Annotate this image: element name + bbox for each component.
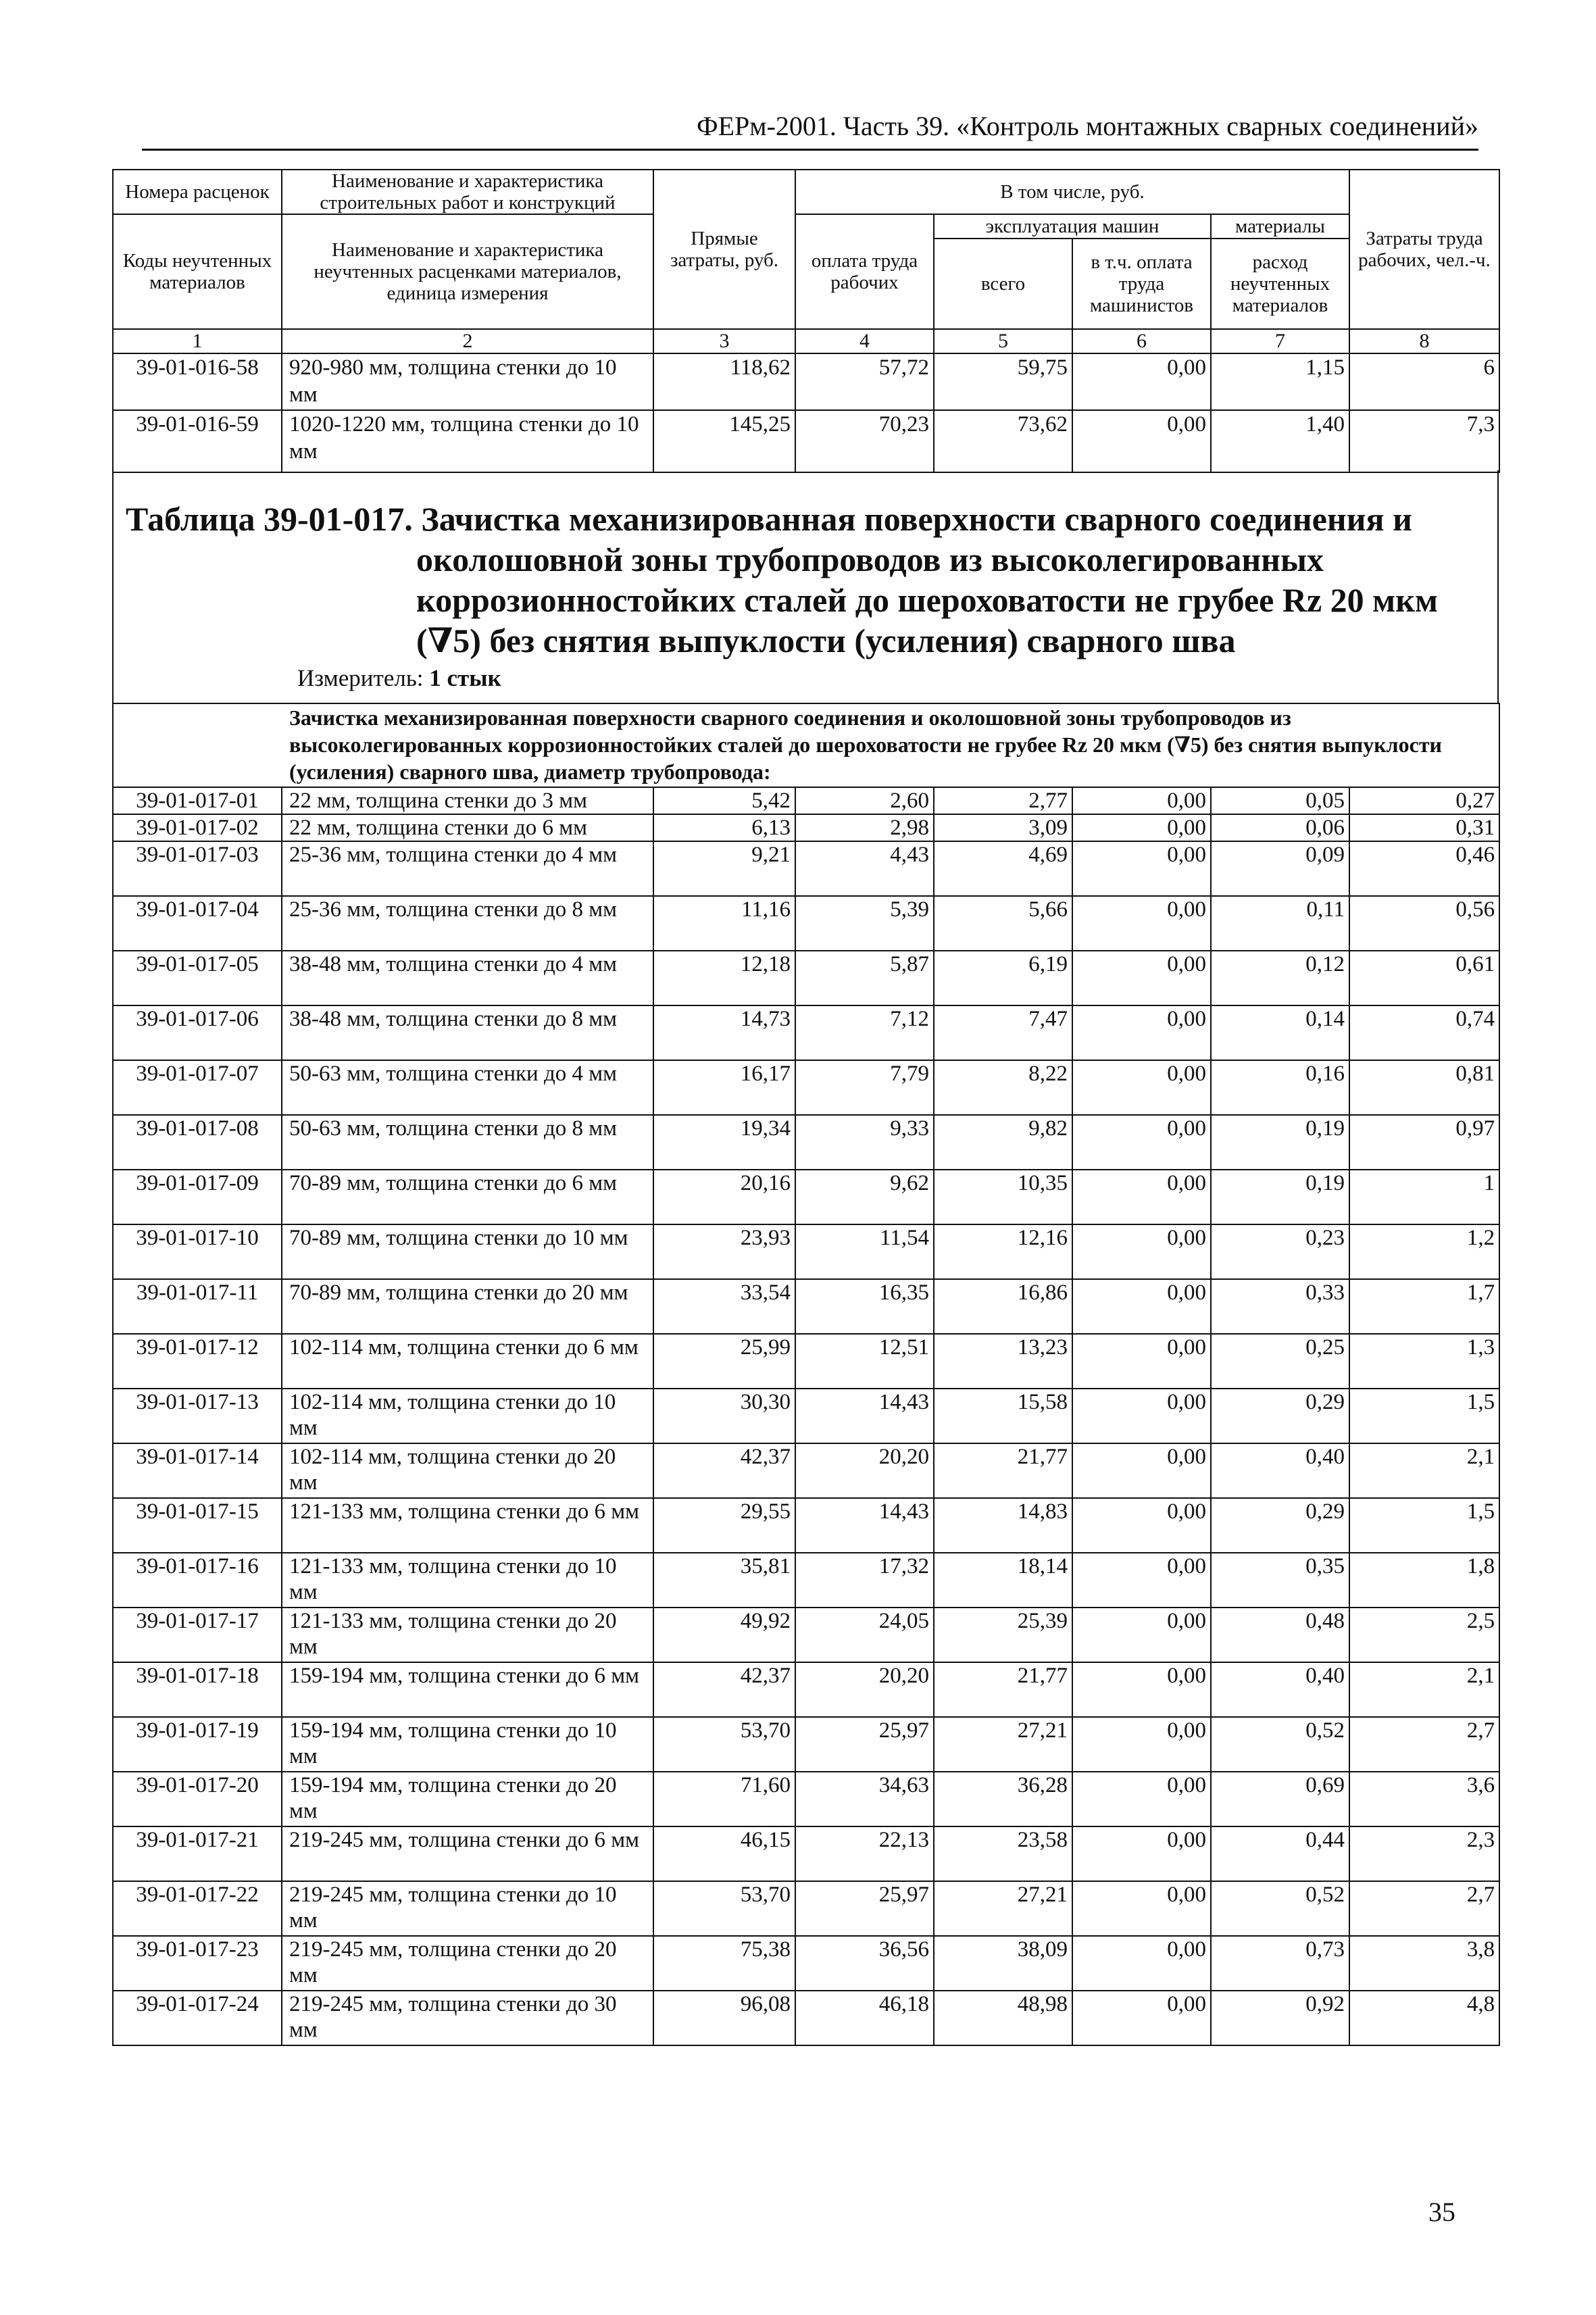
header-labor-pay: оплата труда рабочих: [795, 214, 934, 329]
labor-hours: 0,74: [1349, 1005, 1499, 1060]
materials-cost: 1,40: [1211, 410, 1349, 472]
column-number: 5: [934, 329, 1072, 353]
table-row: [113, 951, 1499, 1005]
table-row: [113, 787, 1499, 814]
column-numbers-row: [113, 329, 1499, 353]
machines-labor: 0,00: [1072, 1608, 1211, 1662]
machines-total: 59,75: [934, 353, 1072, 410]
materials-cost: 0,69: [1211, 1772, 1349, 1826]
direct-costs: 19,34: [653, 1115, 795, 1170]
machines-total: 2,77: [934, 787, 1072, 814]
direct-costs: 5,42: [653, 787, 795, 814]
labor-pay: 7,79: [795, 1060, 934, 1115]
machines-labor: 0,00: [1072, 787, 1211, 814]
machines-labor: 0,00: [1072, 1936, 1211, 1991]
rate-description: 25-36 мм, толщина стенки до 8 мм: [282, 896, 653, 951]
materials-cost: 0,11: [1211, 896, 1349, 951]
rate-code: 39-01-017-14: [113, 1443, 282, 1498]
labor-pay: 14,43: [795, 1498, 934, 1553]
table-title: [126, 499, 1477, 661]
column-number: 8: [1349, 329, 1499, 353]
labor-hours: 0,56: [1349, 896, 1499, 951]
materials-cost: 0,12: [1211, 951, 1349, 1005]
labor-hours: 7,3: [1349, 410, 1499, 472]
machines-total: 9,82: [934, 1115, 1072, 1170]
materials-cost: 0,33: [1211, 1279, 1349, 1334]
direct-costs: 42,37: [653, 1662, 795, 1717]
direct-costs: 71,60: [653, 1772, 795, 1826]
materials-cost: 0,29: [1211, 1389, 1349, 1443]
rate-code: 39-01-017-21: [113, 1826, 282, 1881]
direct-costs: 29,55: [653, 1498, 795, 1553]
table-row: [113, 1553, 1499, 1608]
machines-total: 10,35: [934, 1170, 1072, 1224]
table-row: [113, 353, 1499, 410]
direct-costs: 11,16: [653, 896, 795, 951]
machines-labor: 0,00: [1072, 1170, 1211, 1224]
machines-total: 14,83: [934, 1498, 1072, 1553]
rate-description: 920-980 мм, толщина стенки до 10 мм: [282, 353, 653, 410]
rate-code: 39-01-017-03: [113, 841, 282, 896]
labor-hours: 2,1: [1349, 1662, 1499, 1717]
machines-labor: 0,00: [1072, 1662, 1211, 1717]
measure-label: Измеритель:: [297, 665, 424, 691]
labor-hours: 3,8: [1349, 1936, 1499, 1991]
materials-cost: 0,44: [1211, 1826, 1349, 1881]
labor-pay: 70,23: [795, 410, 934, 472]
table-row: [113, 410, 1499, 472]
machines-total: 3,09: [934, 814, 1072, 841]
rate-description: 121-133 мм, толщина стенки до 10 мм: [282, 1553, 653, 1608]
labor-hours: 1,8: [1349, 1553, 1499, 1608]
column-number: 7: [1211, 329, 1349, 353]
header-direct-costs: Прямые затраты, руб.: [653, 170, 795, 329]
column-number: 6: [1072, 329, 1211, 353]
table-row: [113, 1881, 1499, 1936]
rate-description: 25-36 мм, толщина стенки до 4 мм: [282, 841, 653, 896]
direct-costs: 9,21: [653, 841, 795, 896]
top-rates-table: [112, 169, 1500, 473]
rate-code: 39-01-017-12: [113, 1334, 282, 1389]
machines-total: 7,47: [934, 1005, 1072, 1060]
table-row: [113, 1224, 1499, 1279]
materials-cost: 0,40: [1211, 1662, 1349, 1717]
direct-costs: 46,15: [653, 1826, 795, 1881]
rate-code: 39-01-017-13: [113, 1389, 282, 1443]
table-row: [113, 1772, 1499, 1826]
table-row: [113, 1334, 1499, 1389]
labor-hours: 4,8: [1349, 1991, 1499, 2045]
machines-labor: 0,00: [1072, 1772, 1211, 1826]
labor-hours: 2,5: [1349, 1608, 1499, 1662]
labor-hours: 2,7: [1349, 1881, 1499, 1936]
rate-description: 50-63 мм, толщина стенки до 8 мм: [282, 1115, 653, 1170]
labor-pay: 9,62: [795, 1170, 934, 1224]
table-row: [113, 1826, 1499, 1881]
rate-code: 39-01-017-15: [113, 1498, 282, 1553]
direct-costs: 75,38: [653, 1936, 795, 1991]
labor-pay: 12,51: [795, 1334, 934, 1389]
labor-hours: 1,3: [1349, 1334, 1499, 1389]
rate-description: 70-89 мм, толщина стенки до 6 мм: [282, 1170, 653, 1224]
rate-code: 39-01-017-17: [113, 1608, 282, 1662]
measure-value: 1 стык: [429, 665, 501, 691]
direct-costs: 42,37: [653, 1443, 795, 1498]
labor-hours: 0,31: [1349, 814, 1499, 841]
table-row: [113, 1279, 1499, 1334]
rate-code: 39-01-017-05: [113, 951, 282, 1005]
rate-code: 39-01-017-11: [113, 1279, 282, 1334]
table-row: [113, 1717, 1499, 1772]
table-row: [113, 1005, 1499, 1060]
column-number: 4: [795, 329, 934, 353]
labor-hours: 0,46: [1349, 841, 1499, 896]
rate-description: 159-194 мм, толщина стенки до 6 мм: [282, 1662, 653, 1717]
rate-description: 219-245 мм, толщина стенки до 6 мм: [282, 1826, 653, 1881]
labor-pay: 20,20: [795, 1443, 934, 1498]
direct-costs: 53,70: [653, 1717, 795, 1772]
direct-costs: 16,17: [653, 1060, 795, 1115]
machines-labor: 0,00: [1072, 1991, 1211, 2045]
table-row: [113, 1608, 1499, 1662]
labor-pay: 20,20: [795, 1662, 934, 1717]
rate-description: 219-245 мм, толщина стенки до 30 мм: [282, 1991, 653, 2045]
labor-hours: 1,7: [1349, 1279, 1499, 1334]
labor-hours: 1,5: [1349, 1498, 1499, 1553]
table-row: [113, 1443, 1499, 1498]
materials-cost: 1,15: [1211, 353, 1349, 410]
labor-pay: 36,56: [795, 1936, 934, 1991]
table-title-line: (∇5) без снятия выпуклости (усиления) сварного шва: [416, 622, 1236, 659]
rate-description: 38-48 мм, толщина стенки до 8 мм: [282, 1005, 653, 1060]
header-codes-bottom: Коды неучтенных материалов: [113, 214, 282, 329]
rate-code: 39-01-017-19: [113, 1717, 282, 1772]
direct-costs: 96,08: [653, 1991, 795, 2045]
labor-pay: 24,05: [795, 1608, 934, 1662]
measure-unit: [297, 664, 501, 693]
machines-labor: 0,00: [1072, 1826, 1211, 1881]
direct-costs: 33,54: [653, 1279, 795, 1334]
labor-pay: 2,98: [795, 814, 934, 841]
rate-code: 39-01-017-16: [113, 1553, 282, 1608]
labor-pay: 4,43: [795, 841, 934, 896]
machines-labor: 0,00: [1072, 1389, 1211, 1443]
direct-costs: 23,93: [653, 1224, 795, 1279]
machines-labor: 0,00: [1072, 951, 1211, 1005]
machines-labor: 0,00: [1072, 1115, 1211, 1170]
labor-pay: 2,60: [795, 787, 934, 814]
column-number: 1: [113, 329, 282, 353]
materials-cost: 0,06: [1211, 814, 1349, 841]
rate-code: 39-01-017-06: [113, 1005, 282, 1060]
direct-costs: 12,18: [653, 951, 795, 1005]
rate-code: 39-01-017-07: [113, 1060, 282, 1115]
labor-hours: 0,97: [1349, 1115, 1499, 1170]
machines-total: 25,39: [934, 1608, 1072, 1662]
direct-costs: 49,92: [653, 1608, 795, 1662]
machines-labor: 0,00: [1072, 1279, 1211, 1334]
table-title-line: коррозионностойких сталей до шероховатости не грубее Rz 20 мкм: [416, 581, 1439, 619]
materials-cost: 0,25: [1211, 1334, 1349, 1389]
machines-total: 21,77: [934, 1443, 1072, 1498]
labor-pay: 22,13: [795, 1826, 934, 1881]
direct-costs: 118,62: [653, 353, 795, 410]
header-including: В том числе, руб.: [795, 170, 1349, 214]
materials-cost: 0,16: [1211, 1060, 1349, 1115]
materials-cost: 0,19: [1211, 1170, 1349, 1224]
rate-description: 159-194 мм, толщина стенки до 10 мм: [282, 1717, 653, 1772]
header-labor-hours: Затраты труда рабочих, чел.-ч.: [1349, 170, 1499, 329]
direct-costs: 145,25: [653, 410, 795, 472]
rate-description: 22 мм, толщина стенки до 3 мм: [282, 787, 653, 814]
machines-total: 5,66: [934, 896, 1072, 951]
header-materials: материалы: [1211, 214, 1349, 239]
column-number: 2: [282, 329, 653, 353]
machines-labor: 0,00: [1072, 841, 1211, 896]
rates-table-body: [113, 787, 1499, 2045]
labor-pay: 57,72: [795, 353, 934, 410]
materials-cost: 0,09: [1211, 841, 1349, 896]
rate-code: 39-01-017-08: [113, 1115, 282, 1170]
materials-cost: 0,35: [1211, 1553, 1349, 1608]
rate-code: 39-01-017-09: [113, 1170, 282, 1224]
labor-pay: 5,39: [795, 896, 934, 951]
page-number: 35: [1428, 2197, 1455, 2227]
rate-code: 39-01-016-59: [113, 410, 282, 472]
rate-description: 70-89 мм, толщина стенки до 10 мм: [282, 1224, 653, 1279]
labor-hours: 2,1: [1349, 1443, 1499, 1498]
machines-total: 8,22: [934, 1060, 1072, 1115]
machines-total: 21,77: [934, 1662, 1072, 1717]
machines-total: 16,86: [934, 1279, 1072, 1334]
rate-code: 39-01-017-01: [113, 787, 282, 814]
labor-pay: 7,12: [795, 1005, 934, 1060]
rate-description: 38-48 мм, толщина стенки до 4 мм: [282, 951, 653, 1005]
machines-total: 4,69: [934, 841, 1072, 896]
materials-cost: 0,40: [1211, 1443, 1349, 1498]
machines-labor: 0,00: [1072, 1334, 1211, 1389]
machines-labor: 0,00: [1072, 1498, 1211, 1553]
labor-hours: 3,6: [1349, 1772, 1499, 1826]
direct-costs: 14,73: [653, 1005, 795, 1060]
materials-cost: 0,52: [1211, 1717, 1349, 1772]
machines-labor: 0,00: [1072, 1443, 1211, 1498]
machines-labor: 0,00: [1072, 1060, 1211, 1115]
direct-costs: 30,30: [653, 1389, 795, 1443]
rate-code: 39-01-016-58: [113, 353, 282, 410]
machines-total: 27,21: [934, 1881, 1072, 1936]
labor-hours: 2,7: [1349, 1717, 1499, 1772]
rate-description: 102-114 мм, толщина стенки до 6 мм: [282, 1334, 653, 1389]
rate-code: 39-01-017-18: [113, 1662, 282, 1717]
labor-pay: 16,35: [795, 1279, 934, 1334]
labor-pay: 34,63: [795, 1772, 934, 1826]
rates-table: [112, 703, 1500, 2046]
rate-description: 121-133 мм, толщина стенки до 20 мм: [282, 1608, 653, 1662]
direct-costs: 25,99: [653, 1334, 795, 1389]
labor-hours: 6: [1349, 353, 1499, 410]
machines-total: 38,09: [934, 1936, 1072, 1991]
labor-hours: 0,27: [1349, 787, 1499, 814]
rate-description: 219-245 мм, толщина стенки до 10 мм: [282, 1881, 653, 1936]
direct-costs: 35,81: [653, 1553, 795, 1608]
rate-description: 50-63 мм, толщина стенки до 4 мм: [282, 1060, 653, 1115]
materials-cost: 0,48: [1211, 1608, 1349, 1662]
rate-code: 39-01-017-04: [113, 896, 282, 951]
rate-code: 39-01-017-24: [113, 1991, 282, 2045]
labor-hours: 0,81: [1349, 1060, 1499, 1115]
table-number: Таблица 39-01-017.: [126, 500, 413, 538]
labor-pay: 25,97: [795, 1717, 934, 1772]
rate-description: 22 мм, толщина стенки до 6 мм: [282, 814, 653, 841]
rate-code: 39-01-017-10: [113, 1224, 282, 1279]
table-row: [113, 1170, 1499, 1224]
rate-description: 219-245 мм, толщина стенки до 20 мм: [282, 1936, 653, 1991]
table-title-line: околошовной зоны трубопроводов из высоколегированных: [416, 541, 1324, 578]
header-name-bottom: Наименование и характеристика неучтенных расценками материалов, единица измерения: [282, 214, 653, 329]
table-row: [113, 1936, 1499, 1991]
labor-hours: 1,2: [1349, 1224, 1499, 1279]
machines-total: 36,28: [934, 1772, 1072, 1826]
machines-labor: 0,00: [1072, 1881, 1211, 1936]
machines-total: 73,62: [934, 410, 1072, 472]
table-row: [113, 1389, 1499, 1443]
machines-labor: 0,00: [1072, 1005, 1211, 1060]
labor-pay: 9,33: [795, 1115, 934, 1170]
machines-labor: 0,00: [1072, 1224, 1211, 1279]
machines-labor: 0,00: [1072, 1553, 1211, 1608]
running-header: ФЕРм-2001. Часть 39. «Контроль монтажных сварных соединений»: [142, 108, 1478, 151]
table-row: [113, 1662, 1499, 1717]
machines-labor: 0,00: [1072, 896, 1211, 951]
materials-cost: 0,05: [1211, 787, 1349, 814]
direct-costs: 20,16: [653, 1170, 795, 1224]
rate-description: 70-89 мм, толщина стенки до 20 мм: [282, 1279, 653, 1334]
header-name-top: Наименование и характеристика строительных работ и конструкций: [282, 170, 653, 214]
rate-description: 1020-1220 мм, толщина стенки до 10 мм: [282, 410, 653, 472]
machines-total: 15,58: [934, 1389, 1072, 1443]
machines-labor: 0,00: [1072, 1717, 1211, 1772]
header-machines: эксплуатация машин: [934, 214, 1211, 239]
materials-cost: 0,92: [1211, 1991, 1349, 2045]
direct-costs: 6,13: [653, 814, 795, 841]
header-materials-use: расход неучтенных материалов: [1211, 239, 1349, 329]
table-row: [113, 1060, 1499, 1115]
rate-code: 39-01-017-02: [113, 814, 282, 841]
labor-pay: 14,43: [795, 1389, 934, 1443]
materials-cost: 0,52: [1211, 1881, 1349, 1936]
header-machines-total: всего: [934, 239, 1072, 329]
rate-description: 102-114 мм, толщина стенки до 10 мм: [282, 1389, 653, 1443]
table-row: [113, 1115, 1499, 1170]
labor-pay: 46,18: [795, 1991, 934, 2045]
labor-pay: 11,54: [795, 1224, 934, 1279]
header-codes-top: Номера расценок: [113, 170, 282, 214]
materials-cost: 0,29: [1211, 1498, 1349, 1553]
machines-labor: 0,00: [1072, 353, 1211, 410]
rate-code: 39-01-017-23: [113, 1936, 282, 1991]
machines-labor: 0,00: [1072, 814, 1211, 841]
table-row: [113, 896, 1499, 951]
labor-pay: 5,87: [795, 951, 934, 1005]
machines-total: 13,23: [934, 1334, 1072, 1389]
section-heading: Зачистка механизированная поверхности сварного соединения и околошовной зоны трубопроводов из высоколегированных коррозионностойких сталей до шероховатости не грубее Rz 20 мкм (∇5) без снятия выпуклости (усиления) сварного шва, диаметр трубопровода:: [113, 703, 1499, 787]
column-number: 3: [653, 329, 795, 353]
rate-code: 39-01-017-20: [113, 1772, 282, 1826]
labor-hours: 1: [1349, 1170, 1499, 1224]
labor-pay: 17,32: [795, 1553, 934, 1608]
materials-cost: 0,14: [1211, 1005, 1349, 1060]
table-row: [113, 841, 1499, 896]
machines-total: 6,19: [934, 951, 1072, 1005]
machines-total: 48,98: [934, 1991, 1072, 2045]
machines-labor: 0,00: [1072, 410, 1211, 472]
table-row: [113, 1991, 1499, 2045]
labor-hours: 2,3: [1349, 1826, 1499, 1881]
table-row: [113, 1498, 1499, 1553]
rate-description: 121-133 мм, толщина стенки до 6 мм: [282, 1498, 653, 1553]
machines-total: 12,16: [934, 1224, 1072, 1279]
rate-code: 39-01-017-22: [113, 1881, 282, 1936]
table-title-line: Зачистка механизированная поверхности сварного соединения и: [421, 500, 1412, 538]
rate-description: 159-194 мм, толщина стенки до 20 мм: [282, 1772, 653, 1826]
labor-hours: 0,61: [1349, 951, 1499, 1005]
labor-pay: 25,97: [795, 1881, 934, 1936]
materials-cost: 0,19: [1211, 1115, 1349, 1170]
machines-total: 27,21: [934, 1717, 1072, 1772]
rate-description: 102-114 мм, толщина стенки до 20 мм: [282, 1443, 653, 1498]
header-machines-labor: в т.ч. оплата труда машинистов: [1072, 239, 1211, 329]
direct-costs: 53,70: [653, 1881, 795, 1936]
table-row: [113, 814, 1499, 841]
labor-hours: 1,5: [1349, 1389, 1499, 1443]
materials-cost: 0,73: [1211, 1936, 1349, 1991]
machines-total: 23,58: [934, 1826, 1072, 1881]
machines-total: 18,14: [934, 1553, 1072, 1608]
materials-cost: 0,23: [1211, 1224, 1349, 1279]
